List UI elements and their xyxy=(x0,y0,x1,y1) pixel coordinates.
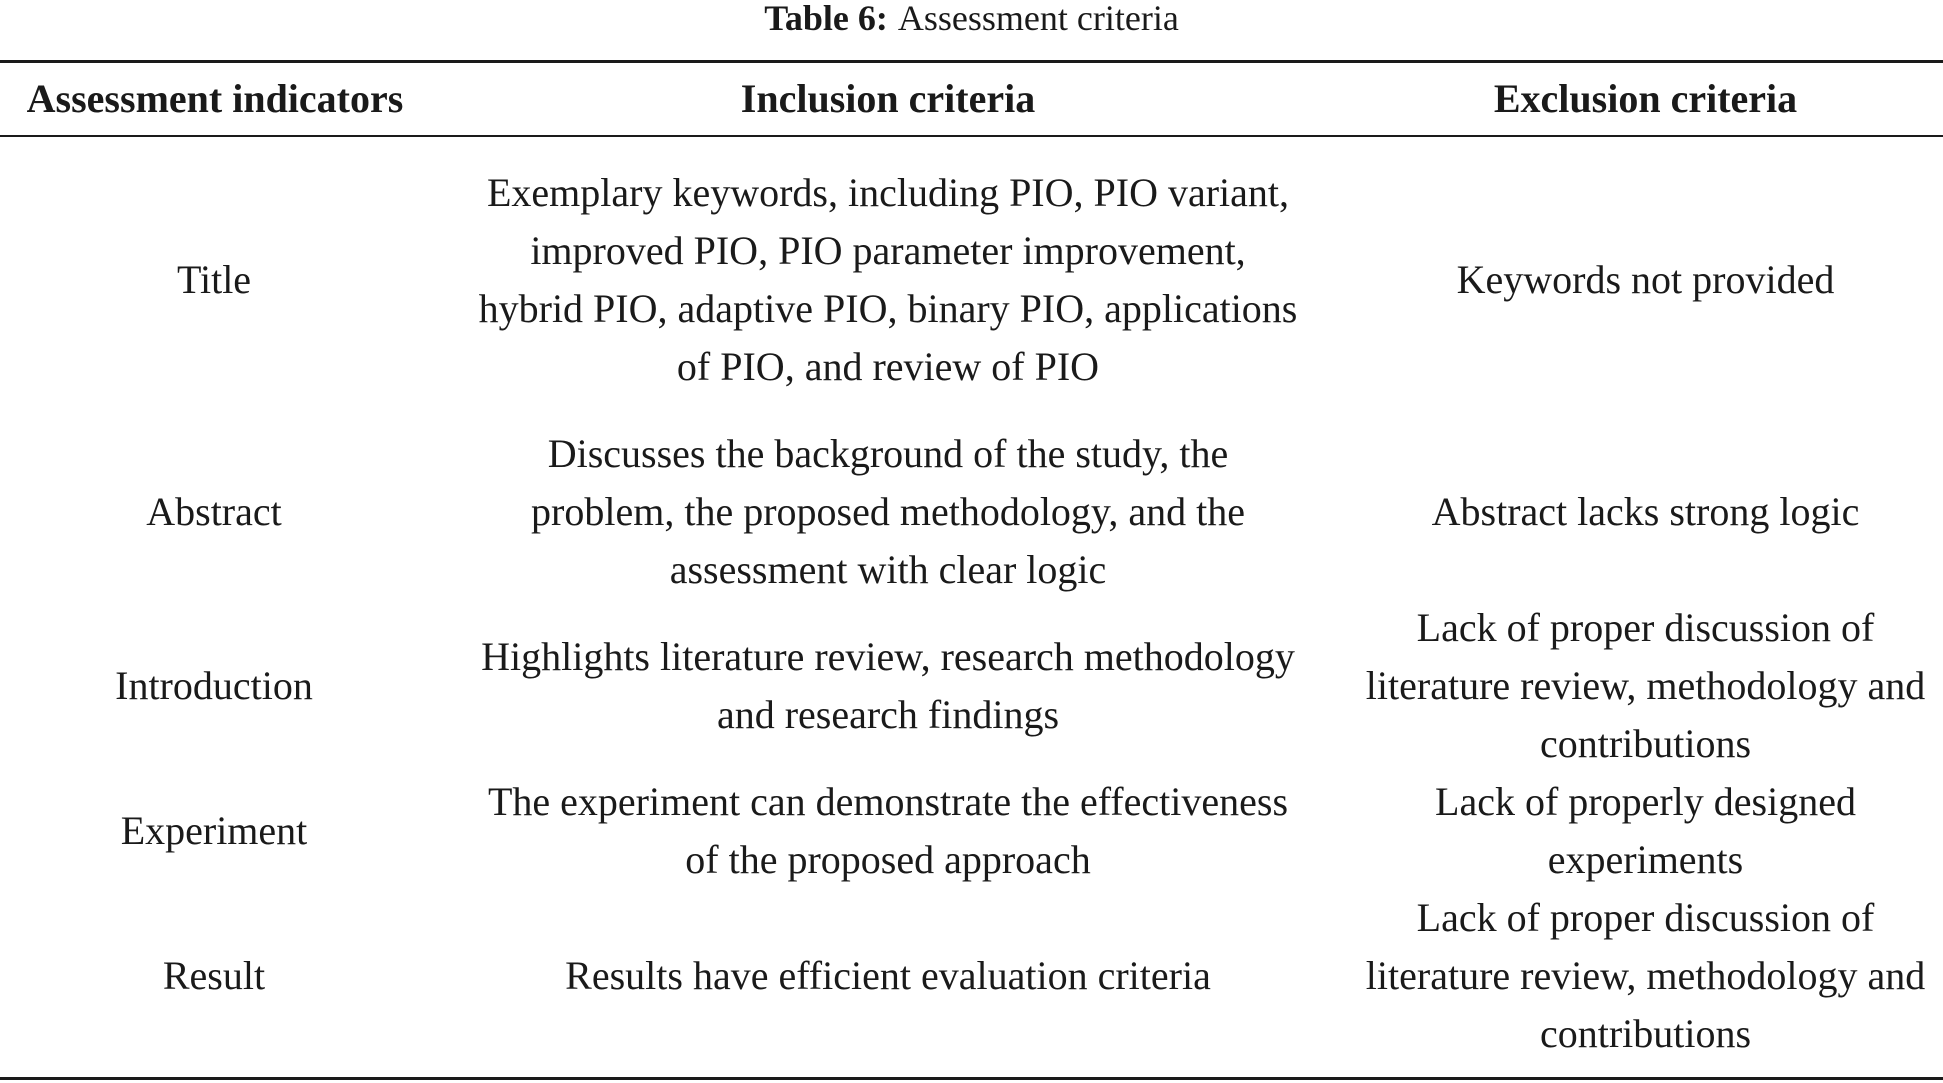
table-row xyxy=(0,425,1943,599)
exclusion-cell: Abstract lacks strong logic xyxy=(1431,489,1860,534)
exclusion-cell: Lack of proper discussion of literature review, methodology and contributions xyxy=(1365,605,1926,766)
indicator-cell: Title xyxy=(176,256,252,302)
indicator-cell: Introduction xyxy=(115,663,313,708)
inclusion-cell: Results have efficient evaluation criteria xyxy=(565,953,1211,998)
table-row xyxy=(0,599,1943,773)
table-header-row xyxy=(0,64,1943,134)
inclusion-cell: The experiment can demonstrate the effectiveness of the proposed approach xyxy=(487,779,1289,882)
header-assessment-indicators: Assessment indicators xyxy=(26,76,404,121)
table-caption xyxy=(0,0,1943,36)
table-row xyxy=(0,134,1943,425)
header-inclusion-criteria: Inclusion criteria xyxy=(740,76,1036,121)
caption-label: Table 6: xyxy=(764,0,888,38)
header-exclusion-criteria: Exclusion criteria xyxy=(1493,76,1798,121)
assessment-criteria-table xyxy=(0,64,1943,1063)
table-row xyxy=(0,889,1943,1063)
exclusion-cell: Lack of properly designed experiments xyxy=(1435,779,1856,882)
exclusion-cell: Keywords not provided xyxy=(1456,256,1835,302)
bottom-rule xyxy=(0,1077,1943,1080)
exclusion-cell: Lack of proper discussion of literature review, methodology and contributions xyxy=(1365,895,1926,1056)
inclusion-cell: Exemplary keywords, including PIO, PIO variant, improved PIO, PIO parameter improvement, hybrid PIO, adaptive PIO, binary PIO, applications of PIO, and review of PIO xyxy=(478,169,1298,389)
inclusion-cell: Discusses the background of the study, the problem, the proposed methodology, and the assessment with clear logic xyxy=(531,431,1245,592)
top-rule xyxy=(0,60,1943,63)
inclusion-cell: Highlights literature review, research methodology and research findings xyxy=(481,634,1295,737)
indicator-cell: Abstract xyxy=(146,489,282,534)
indicator-cell: Result xyxy=(162,953,266,998)
caption-text: Assessment criteria xyxy=(897,0,1179,38)
table-row xyxy=(0,773,1943,889)
indicator-cell: Experiment xyxy=(120,808,308,853)
